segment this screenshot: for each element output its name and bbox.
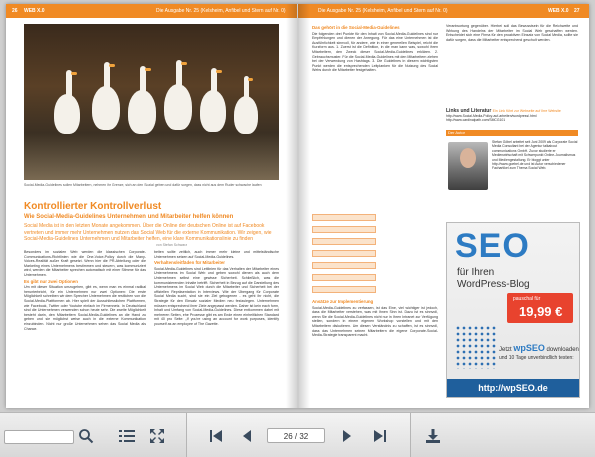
body-text: Wie der Übergang für Corporate Social Media sucht, sind sie ein Ziel gebogenen - es geht ihr nicht, die Strategie für den Einsatz sozialer Medien neu festzulegen. Unternehmen müssen entsprechend ihrer Ziele angepasst werden. (154, 289, 279, 308)
author-face (460, 148, 476, 168)
goose-beak (71, 72, 77, 75)
body-text: beiten sollte zeitlich, auch immer mehr kleine und mittelständische Unternehmen setzen auf Social-Media-Guidelines. (154, 250, 279, 259)
author-box (446, 130, 578, 214)
next-page-button[interactable] (340, 427, 354, 445)
goose-beak (145, 68, 151, 71)
last-page-button[interactable] (372, 427, 388, 445)
goose-beak (109, 64, 115, 67)
highlight-box (312, 286, 376, 293)
body-text: Die folgenden drei Punkte für den Inhalt von Social-Media-Guidelines sind nur Empfehlungen und dienen der Anregung. Für das eine Unternehmen ist die Ausführlichkeit sinnvoll, für andere, wie in einer generellen Beispiel, reicht die Kurzform aus. (312, 31, 438, 50)
left-running-head: Die Ausgabe Nr. 25 (Kelsheim, Anfibel und Stern auf Nr. 0) (156, 8, 286, 14)
section-heading: Das gehört in die Social-Media-Guidelines (312, 25, 400, 30)
right-column-1-lower (312, 298, 438, 338)
section-heading: Verhaltensleitfäden für Mitarbeiter (154, 260, 226, 266)
article-subtitle: Wie Social-Media-Guidelines Unternehmen und Mitarbeiter helfen können (24, 214, 234, 220)
goose-beak (216, 70, 222, 73)
body-text: Verantwortung gegenüber. Hierbei soll das Bewusstsein für die Reichweite und Wirkung des Handelns der Mitarbeiter im Social Web geschaffen werden. Entscheidet sich eine Firma für den proaktiven Einsatz von Social Media, sollte sie dafür sorgen, dass die Mitarbeiter entsprechend geschult werden. (446, 24, 578, 42)
first-page-button[interactable] (208, 427, 224, 445)
goose-beak (248, 78, 253, 81)
author-photo (448, 142, 488, 190)
highlight-box (312, 250, 376, 257)
ad-line-2: WordPress-Blog (457, 279, 530, 290)
body-text: Daher ist kein each form, Inhalt und Umfang von Social-Media-Guidelines. Diese entkommen dabei mit mehreren Seiten, ehe Prozesse gibt es am Ende einen einheitlichen Standard mit 40 pro Seite: „If you're using an account for work purposes, identify yourself as an employee of The Gazette. (154, 303, 280, 326)
fullscreen-button[interactable] (148, 427, 166, 445)
table-of-contents-button[interactable] (118, 427, 136, 445)
skip-last-icon (373, 429, 387, 443)
left-page (6, 4, 297, 408)
ad-brand-prefix: Jetzt (499, 347, 512, 353)
author-box-heading: Der Autor (446, 130, 578, 136)
right-magazine-name: WEB X.0 (548, 8, 569, 14)
previous-page-button[interactable] (240, 427, 254, 445)
article-title: Kontrollierter Kontrollverlust (24, 201, 162, 212)
author-bio: Stefan Göbel arbeitet seit Juni 2009 als Corporate Social Media Consultant bei der Agentur talkabout communications GmbH. Zuvor studierte er Medienwirtschaft mit Schwerpunkt Online-Journalismus und Mediengestaltung. Er bloggt unter http://www.goebel.de und ist Autor verschiedener Fachartikel zum Thema Social Web. (492, 140, 578, 171)
arrow-right-icon (342, 430, 352, 442)
ad-brand-name: wpSEO (513, 343, 545, 353)
goose-shape (128, 90, 156, 134)
left-column-2 (154, 250, 279, 327)
search-icon[interactable] (78, 428, 94, 444)
article-lead: Social Media ist in den letzten Monate angekommen. Über die Online der deutschen Online ist auf Facebook vertreten und immer mehr Unternehmen nutzen das Social Web für die externe Kommunikation. Wir zeigen, wie Social-Media-Guidelines Unternehmen und Mitarbeiter helfen, eine klare Kommunikationslinie zu finden (24, 223, 272, 242)
body-text: Um mit dieser Situation umzugehen, gibt es, wenn man es einmal radikal herunterbricht, für ein Unternehmen nur zwei Optionen: Die erste Möglichkeit schreiben wir dem Sprecher Unternehmen die restlichen von die Social-Media-Plattformen ab. Hier spielt der Ausschliesslichen Plattformen, wie Facebook, Twitter oder Youtube einfach im Firmennetz. In Deutschland sind die Unternehmen verwenden schon heute sehr. (24, 285, 146, 313)
body-text: Social-Media-Guidelines sind Leitlinien für das Verhalten der Mitarbeiter eines Unternehmens im Social Web und geben sowohl dienen als auch dem Unternehmen selbst eine gewisse Sicherheit. Schließlich, was die kommunizierenden Inhalte betrifft. Sicherheit in Bezug auf die Darstellung des Unternehmens im Social Web durch die Mitarbeiter und Sicherheit bei der offiziellen Repräsentation in Interviews. (154, 266, 279, 294)
left-column-1 (24, 250, 146, 331)
arrow-left-icon (242, 430, 252, 442)
goose-shape (200, 90, 226, 132)
right-page (298, 4, 589, 408)
list-icon (119, 429, 135, 443)
left-page-number: 26 (12, 8, 18, 14)
body-text: Die zweite Möglichkeit besteht darin, den Mitarbeitern Social-Media-Guidelines an die Hand zu geben und sie möglichst weise auch in die externe Kommunikation einzubinden. Nicht nur große Unternehmen sehen das Social Media als Chance. (24, 308, 147, 331)
left-page-header (6, 4, 297, 18)
goose-shape (164, 84, 192, 130)
expand-icon (149, 428, 165, 444)
ad-brand-suffix: downloaden (546, 347, 579, 353)
left-magazine-name: WEB X.0 (24, 8, 45, 14)
section-heading: Ansätze zur Implementierung (312, 299, 374, 304)
section-heading: Es gibt nur zwei Optionen (24, 278, 78, 284)
body-text: 1. Zuerst ist die Definition, in die man kann was, sowohl ihren Mitarbeitern, den Zweck dieser Social-Media-Guidelines erklären. 2. Gebrauchsmuster. Für die Social-Media-Guidelines mit den Mitarbeitern ziehen bei der Verwendung von Hashtags. 3. Die Guidelines in diesem wichtigsten Punkt werden die entsprechenden Leitplanken für die Nutzung des Social Webs durch die Mitarbeiter festgehalten. (312, 45, 439, 73)
highlight-box (312, 214, 376, 221)
geese-photo (24, 24, 279, 180)
article-author: von Stefan Schwarz (156, 243, 188, 247)
ad-price: 19,99 € (519, 304, 563, 319)
right-running-head: Die Ausgabe Nr. 25 (Kelsheim, Anfibel und Stern auf Nr. 0) (318, 8, 448, 14)
goose-beak (181, 62, 187, 65)
download-button[interactable] (424, 427, 442, 445)
photo-caption: Social-Media-Guidelines sollen Mitarbeitern, nehmen ihr Grenze, sich an den Sozial geben und dafür sorgen, dass nicht aus dem Ruder schwache laufen (24, 183, 262, 187)
right-column-2 (446, 24, 578, 42)
highlight-box (312, 226, 376, 233)
links-list[interactable]: http://www.Social-Media-Policy-auf-arbeiten/wordpress/.html http://www.cardinalpath.com/SMCG101 (446, 114, 537, 123)
goose-shape (92, 86, 120, 130)
highlight-box (312, 262, 376, 269)
ad-line-1: für Ihren (457, 267, 495, 278)
body-text: Besonders im sozialen Web werden die klassischen Corporate-Communications-Richtlinien wie die One-Voice-Policy durch die Many-Voices-Realität außer Kraft gesetzt. Wenn hier die PR-Abteilung oder die Marketing eines Unternehmens bestimmen und steuern, was kommuniziert wird, werden die Mitarbeiter sprechen automatisch mit einer Stimme für das Unternehmen. (24, 250, 146, 277)
goose-shape (54, 94, 80, 134)
ad-brand (499, 343, 579, 353)
search-input[interactable] (4, 430, 74, 444)
skip-first-icon (209, 429, 223, 443)
ad-price-label: pauschal für (513, 296, 541, 302)
body-text: Um diesen Verständnis zu schaffen, ist es sinnvoll, dass das Unternehmen seinen Mitarbeitern die eigene Corporate-Social-Media-Strategie transparent macht. (312, 323, 439, 338)
right-page-number: 27 (574, 8, 580, 14)
highlight-box (312, 238, 376, 245)
right-page-header (298, 4, 589, 18)
highlight-box (312, 274, 376, 281)
wpseo-advertisement[interactable] (446, 222, 580, 398)
ad-seo-headline: SEO (455, 227, 530, 265)
ad-small-text: und 10 Tage unverbindlich testen: (499, 355, 574, 361)
ad-url-banner[interactable]: http://wpSEO.de (447, 379, 579, 397)
ad-price-badge (507, 293, 573, 323)
download-icon (425, 428, 441, 444)
right-column-1 (312, 24, 438, 73)
magazine-spread (6, 4, 589, 408)
page-number-field[interactable]: 26 / 32 (267, 428, 325, 443)
body-text: Social-Media-Guidelines zu verfassen, ist das Eine, viel wichtiger ist jedoch, dass die Mitarbeiter verstehen, was mit Ihnen Sinn ist. Dazu ist es sinnvoll, wenn Sie die Social-Media-Guidelines nicht nur in Ihren Intranet zur Verfügung stellen, sondern in einem eigenen Workshop vorstellen und mit den Mitarbeitern diskutieren. (312, 305, 438, 328)
ad-dots-graphic (455, 325, 497, 369)
links-subtitle: Ein Link führt zur Webseite auf Ihre Website (492, 109, 561, 113)
links-heading-text: Links und Literatur (446, 108, 492, 114)
viewer-toolbar (0, 412, 595, 457)
